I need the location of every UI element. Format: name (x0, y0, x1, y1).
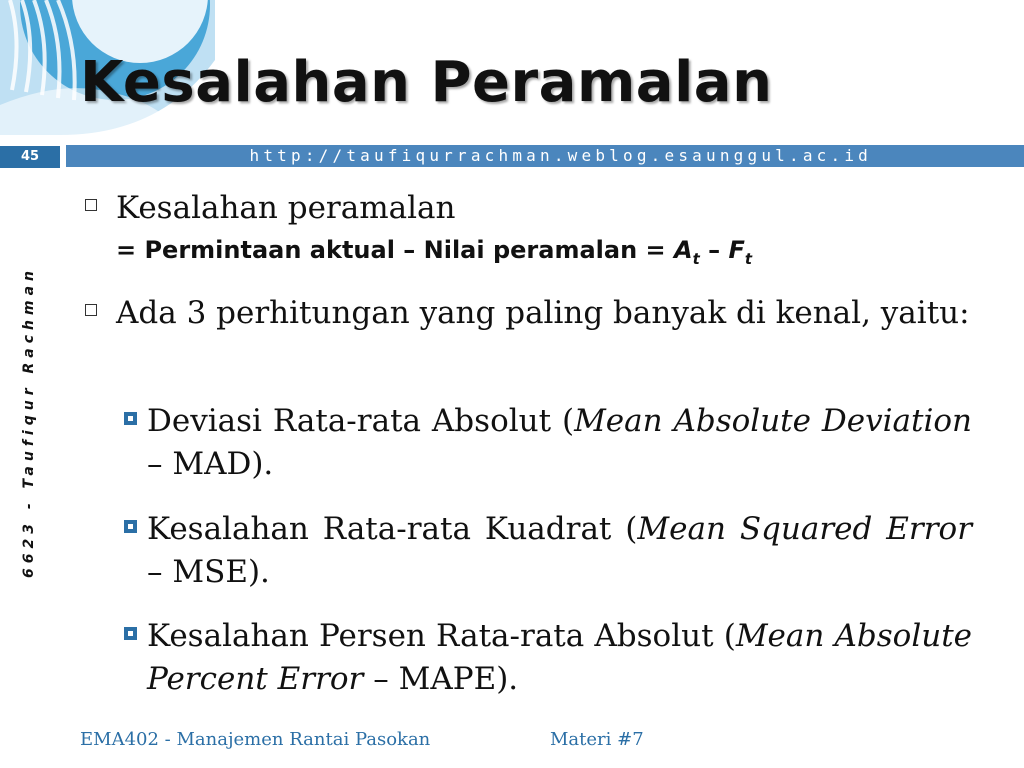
sub-bullet-prefix: Kesalahan Rata-rata Kuadrat ( (147, 511, 638, 547)
formula-dash: – (699, 236, 729, 264)
filled-square-bullet-icon (124, 520, 137, 533)
sub-bullet-mse (124, 508, 972, 594)
sub-bullet-italic: Mean Absolute Deviation (574, 403, 972, 439)
bullet-forecast-error (85, 187, 975, 270)
sub-bullet-mad (124, 400, 972, 486)
footer-course: EMA402 - Manajemen Rantai Pasokan (80, 729, 431, 750)
page-title: Kesalahan Peramalan (80, 50, 773, 115)
formula-prefix: = Permintaan aktual – Nilai peramalan = (116, 236, 674, 264)
formula-sub-a: t (692, 249, 700, 268)
sub-bullet-prefix: Kesalahan Persen Rata-rata Absolut ( (147, 618, 736, 654)
footer-materi: Materi #7 (550, 729, 644, 750)
filled-square-bullet-icon (124, 412, 137, 425)
sub-bullet-suffix: – MAPE). (363, 661, 519, 697)
filled-square-bullet-icon (124, 627, 137, 640)
url-banner: http://taufiqurrachman.weblog.esaunggul.ac.id (66, 145, 1024, 167)
bullet-three-methods (85, 292, 971, 335)
sub-bullet-prefix: Deviasi Rata-rata Absolut ( (147, 403, 575, 439)
formula-var-a: A (673, 236, 693, 264)
sub-bullet-italic: Mean Squared Error (637, 511, 973, 547)
bullet-text: Kesalahan peramalan (116, 190, 456, 226)
forecast-error-formula (116, 230, 752, 270)
sub-bullet-text (147, 400, 972, 486)
formula-sub-f: t (744, 249, 753, 268)
hollow-square-bullet-icon (85, 199, 97, 211)
sub-bullet-mape (124, 615, 972, 701)
sub-bullet-text (147, 508, 972, 594)
sub-bullet-text (147, 615, 972, 701)
side-author-text: 6623 - Taufiqur Rachman (21, 266, 37, 578)
hollow-square-bullet-icon (85, 304, 97, 316)
formula-var-f: F (728, 236, 745, 264)
slide-number: 45 (0, 146, 60, 168)
sub-bullet-italic: Mean Absolute Percent Error (147, 618, 972, 697)
sub-bullet-suffix: – MSE). (147, 554, 270, 590)
bullet-text: Ada 3 perhitungan yang paling banyak di kenal, yaitu: (116, 295, 970, 331)
sub-bullet-suffix: – MAD). (147, 446, 274, 482)
